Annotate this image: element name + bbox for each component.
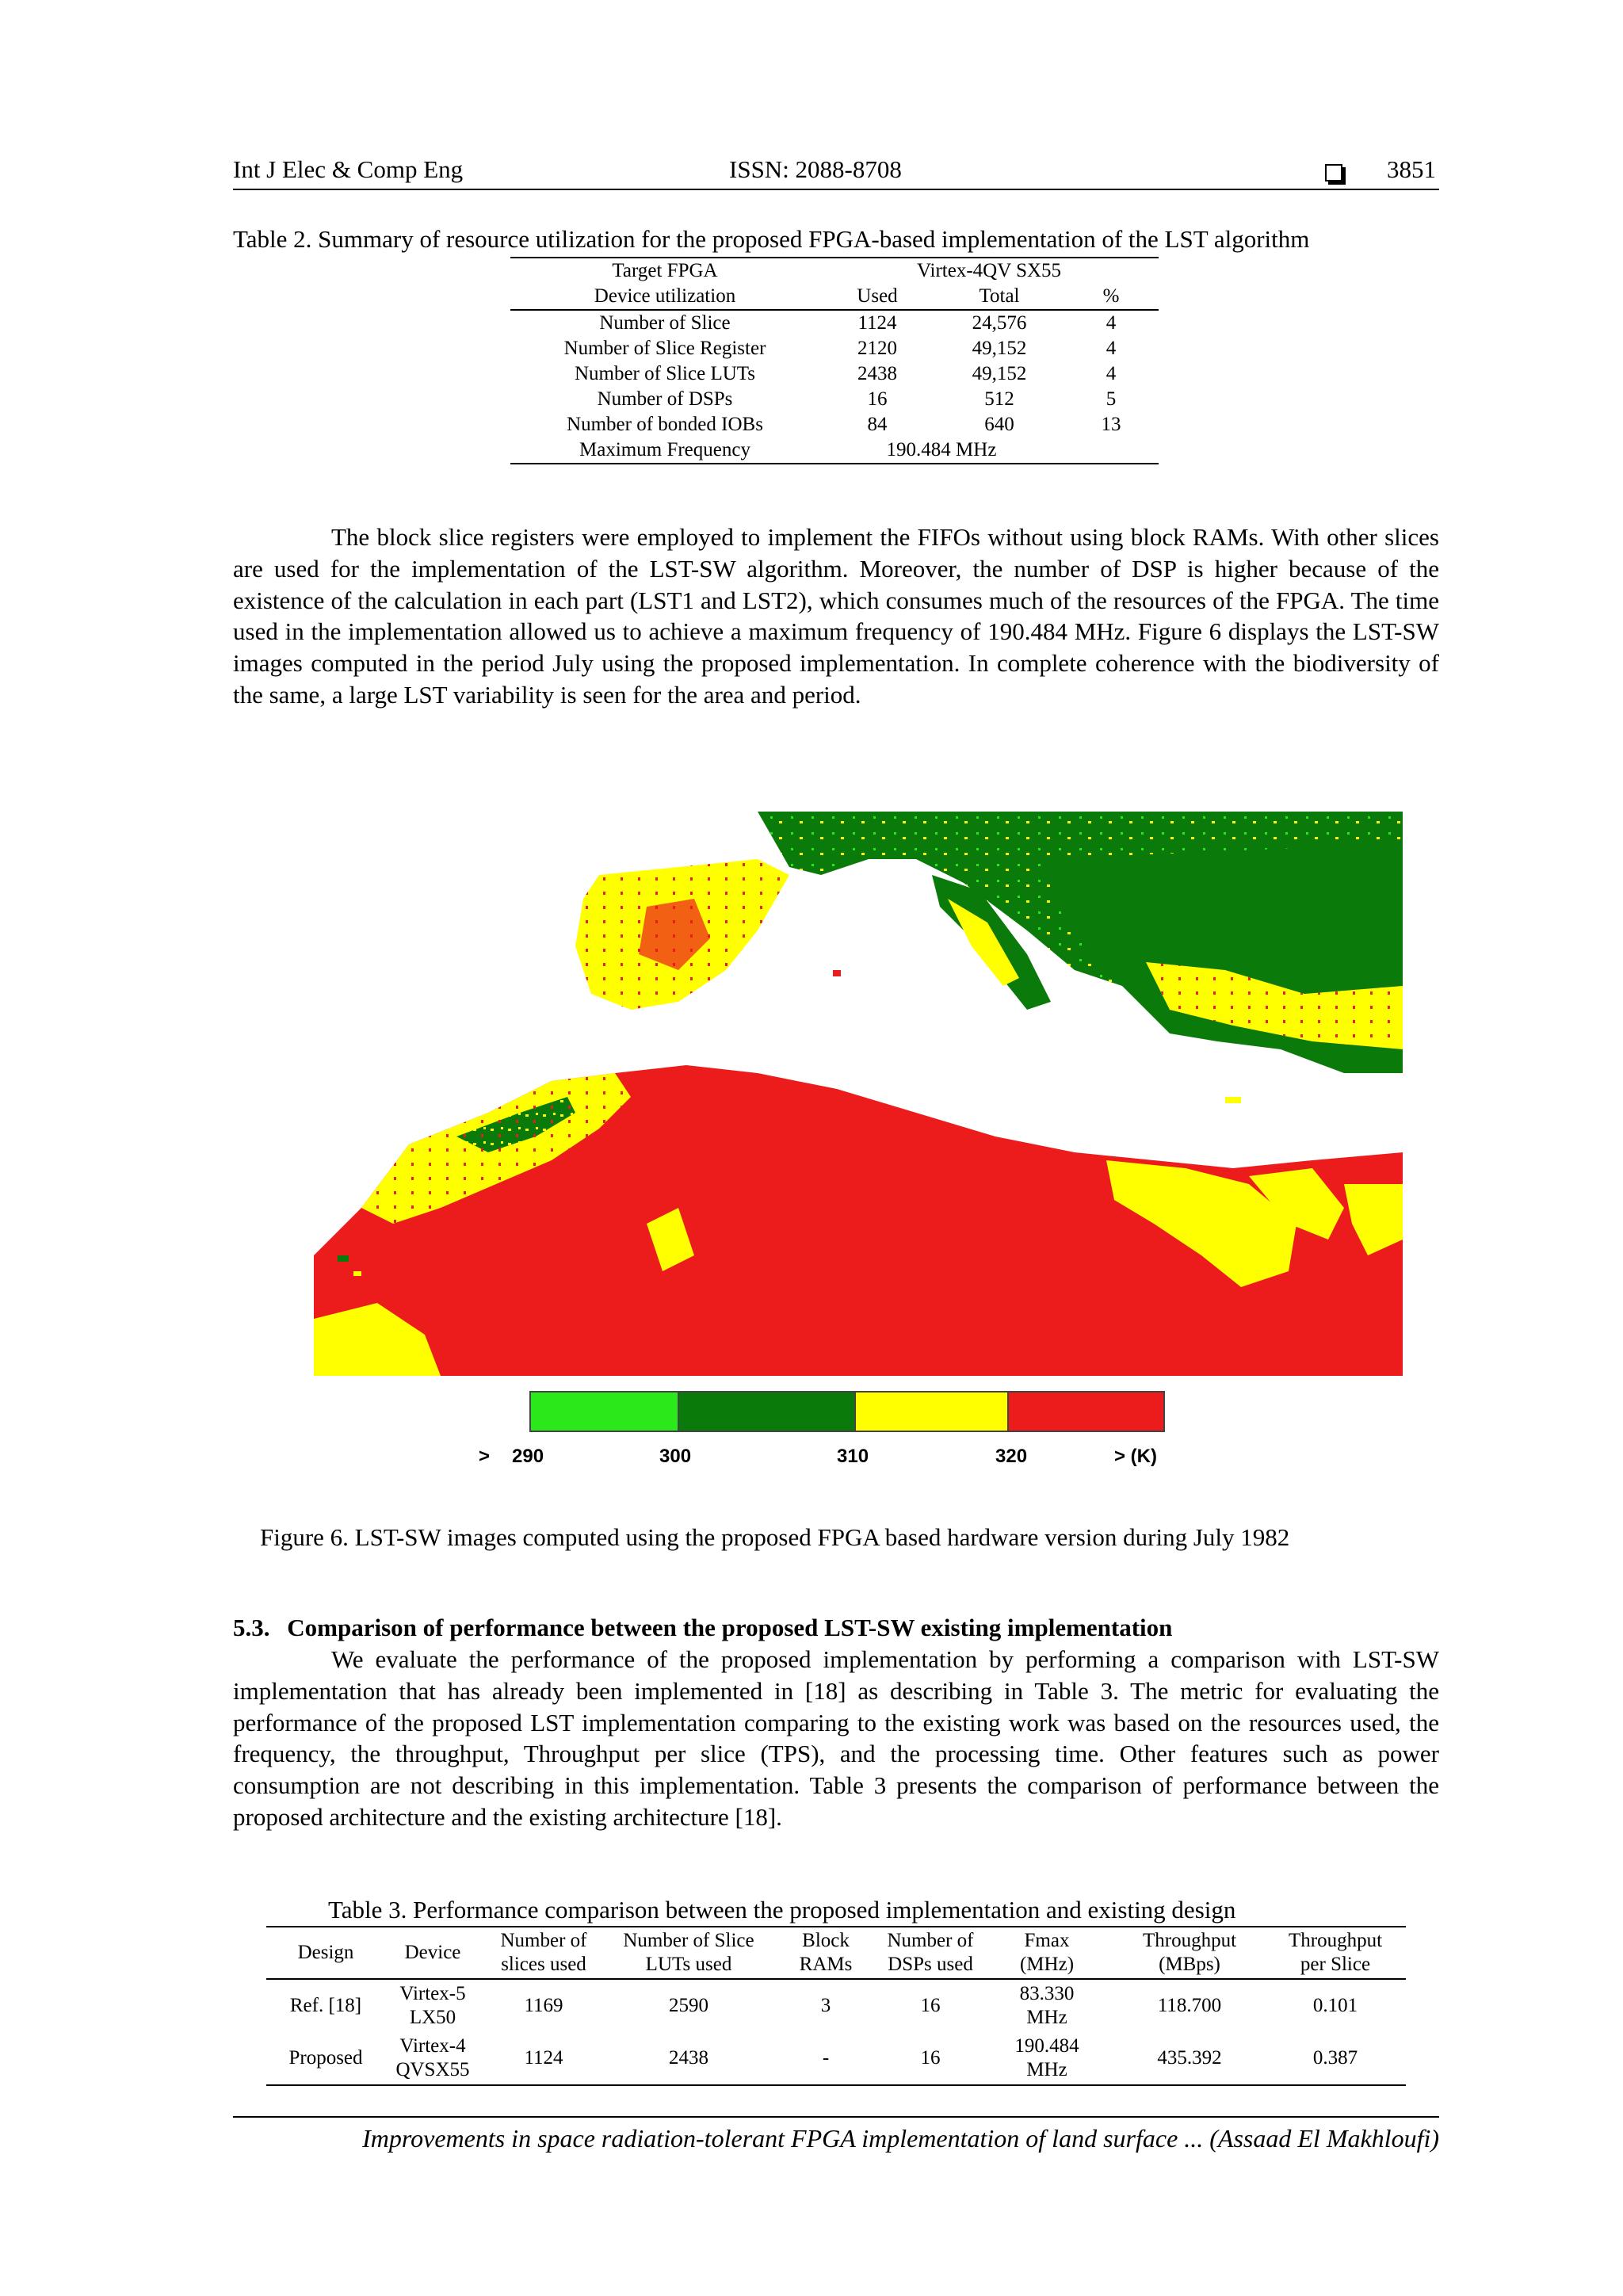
table2-target-label: Target FPGA bbox=[510, 258, 819, 284]
section-heading bbox=[233, 1614, 1172, 1642]
table2-target-row bbox=[510, 258, 1159, 284]
table-cell: 2120 bbox=[857, 338, 897, 359]
table-cell: 16 bbox=[867, 388, 888, 410]
table-cell: 49,152 bbox=[972, 363, 1027, 384]
table2-col-header: Device utilization bbox=[510, 284, 819, 310]
table2-caption: Table 2. Summary of resource utilization for the proposed FPGA-based implementation of the LST algorithm bbox=[233, 225, 1310, 253]
scale-swatch bbox=[1009, 1392, 1163, 1431]
journal-name: Int J Elec & Comp Eng bbox=[233, 155, 464, 183]
scale-swatch bbox=[531, 1392, 679, 1431]
scale-tick-label: 310 bbox=[837, 1446, 869, 1467]
running-footer: Improvements in space radiation-tolerant FPGA implementation of land surface ... (Assaad El Makhloufi) bbox=[362, 2124, 1439, 2153]
scale-tick-label: 290 bbox=[512, 1446, 544, 1467]
table-cell: Number of Slice Register bbox=[563, 338, 766, 359]
table-cell bbox=[1064, 437, 1159, 464]
scale-swatch bbox=[679, 1392, 856, 1431]
table3-col-header: Throughput (MBps) bbox=[1114, 1927, 1265, 1979]
table3-col-header: Number of Slice LUTs used bbox=[607, 1927, 770, 1979]
table-cell: 1169 bbox=[524, 1995, 563, 2016]
issn: ISSN: 2088-8708 bbox=[729, 155, 902, 183]
page-number: 3851 bbox=[1387, 155, 1436, 183]
table3-header-row bbox=[266, 1927, 1406, 1979]
paragraph-results: The block slice registers were employed to implement the FIFOs without using block RAMs. With other slices are used for the implementation of the LST-SW algorithm. Moreover, the number of DSP is higher because of the existence of the calculation in each part (LST1 and LST2), which consumes much of the resources of the FPGA. The time used in the implementation allowed us to achieve a maximum frequency of 190.484 MHz. Figure 6 displays the LST-SW images computed in the period July using the proposed implementation. In complete coherence with the biodiversity of the same, a large LST variability is seen for the area and period. bbox=[233, 523, 1439, 709]
table3-col-header: Design bbox=[266, 1927, 385, 1979]
table-row bbox=[510, 387, 1159, 412]
table2 bbox=[510, 257, 1159, 464]
table-cell: 84 bbox=[867, 414, 888, 435]
table-cell: Ref. [18] bbox=[289, 1995, 362, 2016]
table-cell: 640 bbox=[984, 414, 1014, 435]
table-cell: Number of Slice LUTs bbox=[574, 363, 756, 384]
table2-frequency-value: 190.484 MHz bbox=[819, 437, 1064, 464]
table-row bbox=[510, 310, 1159, 336]
table-cell: 2438 bbox=[857, 363, 897, 384]
figure6-caption: Figure 6. LST-SW images computed using the proposed FPGA based hardware version during July 1982 bbox=[260, 1523, 1290, 1551]
table-cell: 49,152 bbox=[972, 338, 1027, 359]
table-cell: 0.101 bbox=[1312, 1995, 1358, 2016]
table3-caption: Table 3. Performance comparison between the proposed implementation and existing design bbox=[328, 1896, 1236, 1924]
table3 bbox=[266, 1926, 1406, 2086]
table-cell: 1124 bbox=[857, 312, 897, 334]
table2-header-row bbox=[510, 284, 1159, 310]
section-title: Comparison of performance between the proposed LST-SW existing implementation bbox=[287, 1614, 1173, 1641]
temperature-colour-scale bbox=[529, 1391, 1165, 1432]
table-cell: Proposed bbox=[266, 2032, 385, 2085]
table-cell: 435.392 bbox=[1114, 2032, 1265, 2085]
table3-col-header: Device bbox=[385, 1927, 480, 1979]
table-cell: 3 bbox=[820, 1995, 831, 2016]
table-cell: Virtex-4 QVSX55 bbox=[385, 2032, 480, 2085]
table-cell: 4 bbox=[1106, 312, 1117, 334]
table-row bbox=[266, 2032, 1406, 2085]
table-cell: 190.484 MHz bbox=[980, 2032, 1114, 2085]
table-cell: Number of bonded IOBs bbox=[567, 414, 763, 435]
table-row bbox=[266, 1979, 1406, 2032]
table2-frequency-label: Maximum Frequency bbox=[510, 437, 819, 464]
table2-col-header: Total bbox=[935, 284, 1064, 310]
table-cell: 2590 bbox=[669, 1995, 708, 2016]
table-cell: 16 bbox=[920, 1995, 941, 2016]
table-cell: 5 bbox=[1106, 388, 1117, 410]
scale-swatch bbox=[856, 1392, 1009, 1431]
table-cell: 0.387 bbox=[1265, 2032, 1406, 2085]
table3-col-header: Block RAMs bbox=[770, 1927, 881, 1979]
table3-col-header: Throughput per Slice bbox=[1265, 1927, 1406, 1979]
table-row bbox=[510, 412, 1159, 437]
table3-col-header: Number of DSPs used bbox=[881, 1927, 980, 1979]
scale-tick-label: 300 bbox=[659, 1446, 692, 1467]
table-cell: Number of Slice bbox=[599, 312, 731, 334]
header-rule bbox=[233, 189, 1439, 190]
section-number: 5.3. bbox=[233, 1614, 270, 1641]
scale-tick-label: 320 bbox=[995, 1446, 1028, 1467]
table-cell: - bbox=[770, 2032, 881, 2085]
table-cell: 1124 bbox=[480, 2032, 607, 2085]
table-cell: 83.330 MHz bbox=[1019, 1983, 1075, 2028]
table-cell: 4 bbox=[1106, 363, 1117, 384]
table2-target-value: Virtex-4QV SX55 bbox=[819, 258, 1159, 284]
table2-col-header: % bbox=[1064, 284, 1159, 310]
lst-map-image bbox=[314, 812, 1403, 1376]
table2-col-header: Used bbox=[819, 284, 935, 310]
table-row bbox=[510, 336, 1159, 361]
scale-tick-label: > (K) bbox=[1114, 1446, 1157, 1467]
table-cell: 4 bbox=[1106, 338, 1117, 359]
table-cell: 512 bbox=[984, 388, 1014, 410]
table-cell: 24,576 bbox=[972, 312, 1027, 334]
table-row bbox=[510, 361, 1159, 387]
table-cell: 13 bbox=[1101, 414, 1121, 435]
table-cell: Number of DSPs bbox=[597, 388, 733, 410]
table3-col-header: Number of slices used bbox=[480, 1927, 607, 1979]
paragraph-comparison: We evaluate the performance of the proposed implementation by performing a comparison with LST-SW implementation that has already been implemented in [18] as describing in Table 3. The metric for evaluating the performance of the proposed LST implementation comparing to the existing work was based on the resources used, the frequency, the throughput, Throughput per slice (TPS), and the processing time. Other features such as power consumption are not describing in this implementation. Table 3 presents the comparison of performance between the proposed architecture and the existing architecture [18]. bbox=[233, 1645, 1439, 1831]
table2-frequency-row bbox=[510, 437, 1159, 464]
footer-rule bbox=[233, 2116, 1439, 2118]
square-box-icon bbox=[1325, 159, 1342, 187]
table-cell: 2438 bbox=[607, 2032, 770, 2085]
scale-tick-label: > bbox=[479, 1446, 491, 1467]
table3-col-header: Fmax (MHz) bbox=[980, 1927, 1114, 1979]
table-cell: 118.700 bbox=[1157, 1995, 1222, 2016]
table-cell: 16 bbox=[881, 2032, 980, 2085]
table-cell: Virtex-5 LX50 bbox=[399, 1983, 466, 2028]
